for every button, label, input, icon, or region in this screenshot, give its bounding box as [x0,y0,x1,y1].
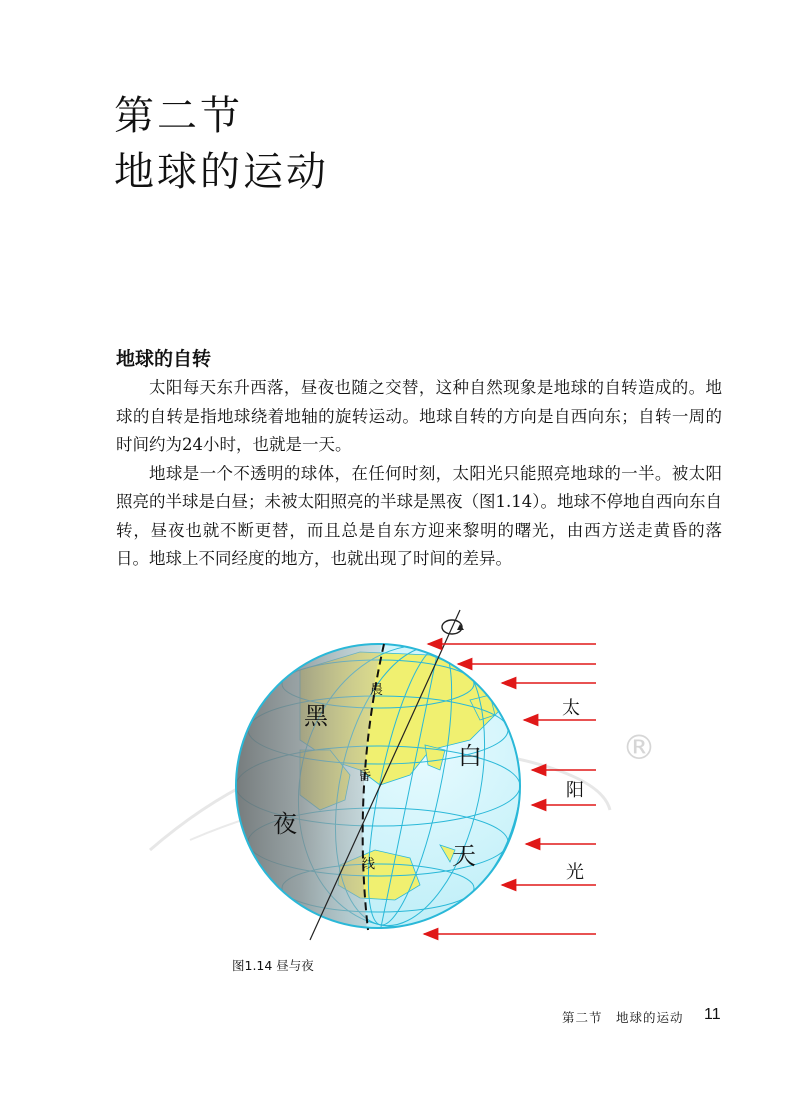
terminator-label-1: 晨 [370,683,384,698]
night-shade [200,630,384,940]
terminator-label-3: 线 [362,857,376,872]
night-label-1: 黑 [304,702,328,730]
sunlight-label-1: 太 [562,698,580,719]
page-number: 11 [704,1006,721,1023]
paragraph-2: 地球是一个不透明的球体，在任何时刻，太阳光只能照亮地球的一半。被太阳照亮的半球是白昼；未被太阳照亮的半球是黑夜（图1.14）。地球不停地自西向东自转，昼夜也就不断更替，而且总是自东方迎来黎明的曙光，由西方送走黄昏的落日。地球上不同经度的地方，也就出现了时间的差异。 [116,463,722,568]
running-footer: 第二节 地球的运动 [562,1010,684,1025]
registered-mark: ® [622,728,656,768]
night-label-2: 夜 [273,810,297,838]
paragraph-1: 太阳每天东升西落，昼夜也随之交替，这种自然现象是地球的自转造成的。地球的自转是指地球绕着地轴的旋转运动。地球自转的方向是自西向东；自转一周的时间约为24小时，也就是一天。 [116,378,722,454]
title-line-2: 地球的运动 [114,149,329,195]
section-heading: 地球的自转 [116,348,212,370]
figure-caption: 图1.14 昼与夜 [232,958,314,973]
day-label-1: 白 [458,742,482,770]
page-title [114,88,329,200]
figure-day-night [0,600,800,960]
globe [200,624,547,948]
terminator-label-2: 昏 [358,769,372,784]
title-line-1: 第二节 [114,93,243,139]
sunlight-label-2: 阳 [566,780,584,801]
globe-illustration [0,600,800,960]
day-label-2: 天 [452,842,476,870]
sunlight-label-3: 光 [566,862,584,883]
body-text [116,374,722,574]
